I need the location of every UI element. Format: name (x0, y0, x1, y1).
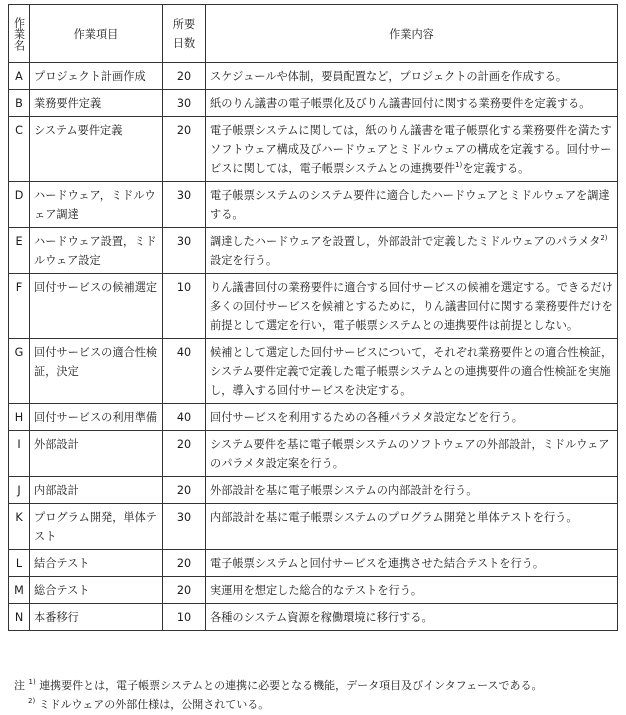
task-days: 10 (163, 604, 206, 631)
task-name: 内部設計 (30, 477, 163, 504)
task-name: 回付サービスの利用準備 (30, 404, 163, 431)
table-row (9, 63, 618, 90)
task-description: 外部設計を基に電子帳票システムの内部設計を行う。 (206, 477, 618, 504)
table-row (9, 550, 618, 577)
table-row (9, 339, 618, 404)
task-id: K (9, 504, 30, 550)
footnotes (14, 676, 543, 714)
task-description: 紙のりん議書の電子帳票化及びりん議書回付に関する業務要件を定義する。 (206, 90, 618, 117)
task-description: 電子帳票システムと回付サービスを連携させた結合テストを行う。 (206, 550, 618, 577)
task-name: 回付サービスの適合性検証，決定 (30, 339, 163, 404)
footnote-2-text: ミドルウェアの外部仕様は，公開されている。 (38, 698, 270, 711)
task-days: 20 (163, 63, 206, 90)
footnote-ref-1: 1) (455, 161, 463, 169)
task-id: H (9, 404, 30, 431)
table-row (9, 604, 618, 631)
task-name: ハードウェア設置，ミドルウェア設定 (30, 228, 163, 274)
task-description-text-after: 設定を行う。 (210, 254, 278, 267)
task-name: 総合テスト (30, 577, 163, 604)
table-row (9, 404, 618, 431)
task-description-text: 調達したハードウェアを設置し，外部設計で定義したミドルウェアのパラメタ (210, 235, 601, 248)
table-row (9, 504, 618, 550)
table-header-row (9, 5, 618, 63)
task-description: システム要件を基に電子帳票システムのソフトウェアの外部設計，ミドルウェアのパラメタ設定案を行う。 (206, 431, 618, 477)
task-id: C (9, 117, 30, 182)
task-description (206, 228, 618, 274)
task-name: システム要件定義 (30, 117, 163, 182)
task-days: 40 (163, 404, 206, 431)
task-days: 30 (163, 90, 206, 117)
task-days: 30 (163, 182, 206, 228)
task-name: 業務要件定義 (30, 90, 163, 117)
task-name: プログラム開発，単体テスト (30, 504, 163, 550)
task-description: 電子帳票システムのシステム要件に適合したハードウェアとミドルウェアを調達する。 (206, 182, 618, 228)
task-id: F (9, 274, 30, 339)
task-id: G (9, 339, 30, 404)
task-id: L (9, 550, 30, 577)
task-days: 20 (163, 477, 206, 504)
task-days: 20 (163, 431, 206, 477)
task-id: E (9, 228, 30, 274)
task-table (8, 4, 618, 631)
task-days: 30 (163, 228, 206, 274)
task-id: I (9, 431, 30, 477)
task-name: 回付サービスの候補選定 (30, 274, 163, 339)
header-required-days (163, 5, 206, 63)
table-row (9, 577, 618, 604)
task-description: 回付サービスを利用するための各種パラメタ設定などを行う。 (206, 404, 618, 431)
task-days: 30 (163, 504, 206, 550)
task-description: 各種のシステム資源を稼働環境に移行する。 (206, 604, 618, 631)
task-id: B (9, 90, 30, 117)
task-days: 40 (163, 339, 206, 404)
task-name: プロジェクト計画作成 (30, 63, 163, 90)
task-description: 実運用を想定した総合的なテストを行う。 (206, 577, 618, 604)
task-id: D (9, 182, 30, 228)
task-name: 外部設計 (30, 431, 163, 477)
task-days: 20 (163, 577, 206, 604)
table-row (9, 274, 618, 339)
task-description: 候補として選定した回付サービスについて，それぞれ業務要件との適合性検証，システム要件定義で定義した電子帳票システムとの連携要件の適合性検証を実施し，導入する回付サービスを決定する。 (206, 339, 618, 404)
header-task-item: 作業項目 (30, 5, 163, 63)
footnote-1 (14, 676, 543, 695)
table-row (9, 90, 618, 117)
table-row (9, 431, 618, 477)
task-id: N (9, 604, 30, 631)
task-days: 20 (163, 550, 206, 577)
table-row (9, 182, 618, 228)
header-required-days-label: 所要日数 (172, 18, 196, 50)
task-description: スケジュールや体制，要員配置など，プロジェクトの計画を作成する。 (206, 63, 618, 90)
task-days: 10 (163, 274, 206, 339)
task-days: 20 (163, 117, 206, 182)
table-row (9, 228, 618, 274)
task-name: 本番移行 (30, 604, 163, 631)
footnote-2 (14, 695, 543, 714)
footnote-1-text: 連携要件とは，電子帳票システムとの連携に必要となる機能，データ項目及びインタフェースである。 (39, 679, 543, 692)
task-description: 内部設計を基に電子帳票システムのプログラム開発と単体テストを行う。 (206, 504, 618, 550)
table-row (9, 477, 618, 504)
task-id: A (9, 63, 30, 90)
footnote-label: 注 (14, 679, 25, 692)
task-id: M (9, 577, 30, 604)
task-description (206, 117, 618, 182)
footnote-ref-2: 2) (600, 234, 608, 242)
footnote-1-mark: 1) (28, 678, 36, 686)
task-name: 結合テスト (30, 550, 163, 577)
task-description: りん議書回付の業務要件に適合する回付サービスの候補を選定する。できるだけ多くの回付サービスを候補とするために，りん議書回付に関する業務要件だけを前提として選定を行い，電子帳票システムとの連携要件は前提としない。 (206, 274, 618, 339)
task-id: J (9, 477, 30, 504)
task-description-text-after: を定義する。 (462, 162, 530, 175)
header-task-id: 作業名 (9, 5, 30, 63)
header-task-content: 作業内容 (206, 5, 618, 63)
table-row (9, 117, 618, 182)
footnote-2-mark: 2) (28, 697, 36, 705)
task-description-text: 電子帳票システムに関しては，紙のりん議書を電子帳票化する業務要件を満たすソフトウェア構成及びハードウェアとミドルウェアの構成を定義する。回付サービスに関しては，電子帳票システムとの連携要件 (210, 124, 612, 175)
task-name: ハードウェア，ミドルウェア調達 (30, 182, 163, 228)
